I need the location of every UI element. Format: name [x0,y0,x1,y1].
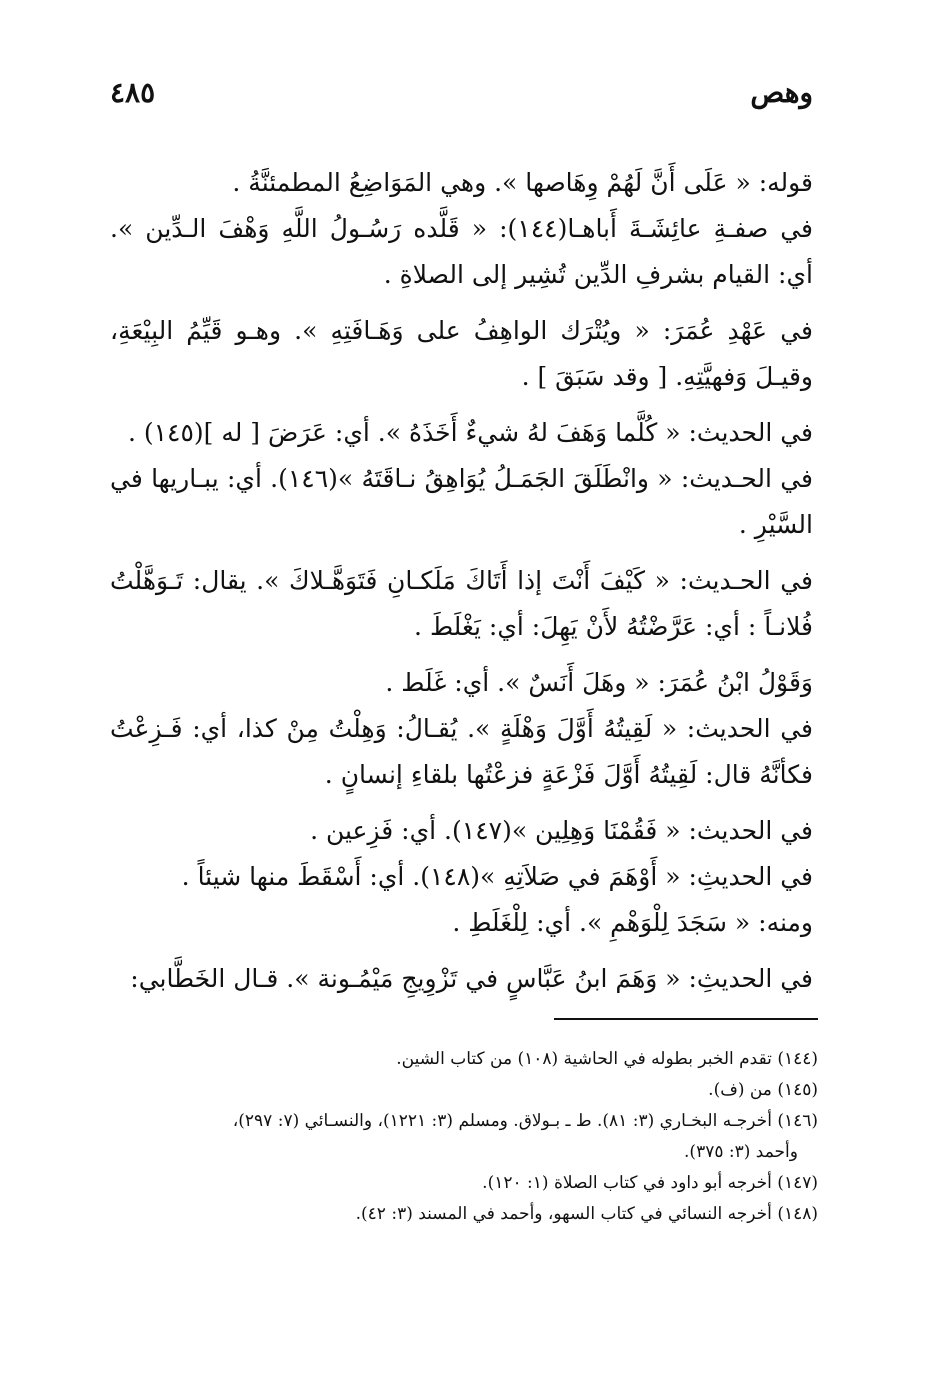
footnotes [110,1044,818,1230]
paragraph: قوله: « عَلَى أَنَّ لَهُمْ وِهَاصها ». وهي المَوَاضِعُ المطمئنَّةُ . [232,168,813,197]
footnote: (١٤٦) أخرجـه البخـاري (٣: ٨١). ط ـ بـولاق. ومسلم (٣: ١٢٢١)، والنسـائي (٧: ٢٩٧)، [232,1111,818,1131]
paragraph: ومنه: « سَجَدَ لِلْوَهْمِ ». أي: لِلْغَلَطِ . [452,908,813,937]
footnote: (١٤٧) أخرجه أبو داود في كتاب الصلاة (١: ١٢٠). [482,1173,818,1193]
footnote-separator [554,1018,818,1020]
paragraph: في الحديث: « لَقِيتُهُ أَوَّلَ وَهْلَةٍ ». يُقـالُ: وَهِلْتُ مِنْ كذا، أي: فَـزِعْتُ فكأنَّهُ قال: لَقِيتُهُ أَوَّلَ فَزْعَةٍ فزعْتُها بلقاءِ إنسانٍ . [110,714,813,789]
footnote: (١٤٤) تقدم الخبر بطوله في الحاشية (١٠٨) من كتاب الشين. [396,1049,818,1069]
paragraph: في الحـديث: « كَيْفَ أَنْتَ إذا أَتَاكَ مَلَكـانِ فَتَوَهَّـلاكَ ». يقال: تَـوَهَّلْتُ فُلانـاً : أي: عَرَّضْتُهُ لأَنْ يَهِلَ: أي: يَغْلَطَ . [110,566,813,641]
paragraph: في الحديث: « فَقُمْنَا وَهِلِين »(١٤٧). أي: فَزِعين . [310,816,813,845]
footnote-continuation: وأحمد (٣: ٣٧٥). [684,1142,798,1162]
footnote: (١٤٨) أخرجه النسائي في كتاب السهو، وأحمد في المسند (٣: ٤٢). [355,1204,818,1224]
paragraph: في الحـديث: « وانْطَلَقَ الجَمَـلُ يُوَاهِقُ نـاقَتَهُ »(١٤٦). أي: يبـاريها في السَّيْرِ . [110,464,813,539]
page-number: ٤٨٥ [110,76,156,109]
paragraph: في صفـةِ عائِشَـةَ أَباهـا(١٤٤): « قَلَّده رَسُـولُ اللَّهِ وَهْفَ الـدِّين ». أي: القيام بشرفِ الدِّين تُشِير إلى الصلاةِ . [110,214,814,289]
paragraph: في الحديثِ: « وَهَمَ ابنُ عَبَّاسٍ في تَزْوِيجِ مَيْمُـونة ». قـال الخَطَّابي: [130,964,813,993]
entry-word-heading: وهص [750,76,813,109]
paragraph: في عَهْدِ عُمَرَ: « ويُتْرَك الواهِفُ على وَهَـافَتِهِ ». وهـو قَيِّمُ البِيْعَةِ، وقيـلَ وَفهيَّتِهِ. [ وقد سَبَقَ ] . [110,316,813,391]
paragraph: في الحديثِ: « أَوْهَمَ في صَلاَتِهِ »(١٤٨). أي: أَسْقَطَ منها شيئاً . [181,862,813,891]
main-text [110,160,813,1002]
page-header [110,76,813,116]
footnote: (١٤٥) من (ف). [708,1080,818,1100]
paragraph: وَقَوْلُ ابْنُ عُمَرَ: « وهَلَ أَنَسٌ ». أي: غَلَط . [385,668,813,697]
paragraph: في الحديث: « كُلَّما وَهَفَ لهُ شيءٌ أَخَذَهُ ». أي: عَرَضَ [ له ](١٤٥) . [127,418,813,447]
